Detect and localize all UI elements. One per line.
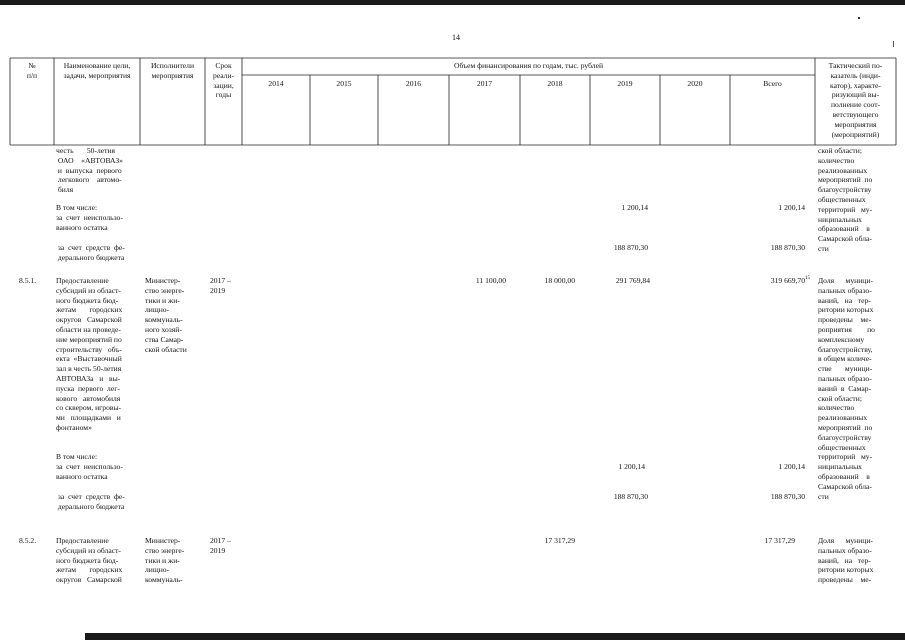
row-851-fed-label: за счет средств фе- дерального бюджета [57,492,125,511]
row-851-incl-label: В том числе: за счет неиспользо- ванного остатка [56,452,123,481]
row-851-incl-total: 1 200,14 [778,462,805,471]
row-851-2018: 18 000,00 [544,276,575,285]
header-year-2018: 2018 [547,79,563,88]
row-852-name: Предоставление субсидий из област- ного бюджета бюд- жетам городских округов Самарской [56,536,123,585]
header-name: Наименование цели, задачи, мероприятия [63,61,131,80]
cont-fed-label: за счет средств фе- дерального бюджета [57,243,125,262]
row-852-num: 8.5.2. [19,536,37,545]
row-852-executor: Министер- ство энерге- тики и жи- лищно- коммуналь- [145,536,185,585]
header-executors: Исполнители мероприятия [150,61,195,80]
cont-fed-2019: 188 870,30 [613,243,648,252]
bottom-scan-border [85,633,905,640]
header-year-2014: 2014 [268,79,284,88]
cont-indicator: ской области; количество реализованных мероприятий по благоустройству общественных территорий му- ниципальных образований в Самарской обла- сти [818,146,873,253]
row-852-2018: 17 317,29 [544,536,575,545]
row-851-2019: 291 769,84 [615,276,650,285]
row-851-name: Предоставление субсидий из област- ного бюджета бюд- жетам городских округов Самарской области на проведе- ние мероприятий по строительству объ- екта «Выставочный зал в честь 50-летия АВТОВАЗа и вы- пуска первого лег- кового автомобиля со сквером, игровы- ми площадками и фонтаном» [56,276,123,432]
row-851-term: 2017 – 2019 [210,276,231,295]
row-851-executor: Министер- ство энерге- тики и жи- лищно- коммуналь- ного хозяй- ства Самар- ской области [145,276,187,354]
header-year-2016: 2016 [405,79,422,88]
row-852-total: 17 317,29 [764,536,795,545]
row-851-2017: 11 100,00 [475,276,506,285]
row-851-total [730,276,810,286]
header-year-2020: 2020 [687,79,703,88]
row-851-fed-2019: 188 870,30 [613,492,648,501]
header-year-2019: 2019 [617,79,633,88]
header-year-2017: 2017 [476,79,493,88]
row-851-incl-2019: 1 200,14 [618,462,645,471]
header-indicator: Тактический по- казатель (инди- катор), характе- ризующий вы- полнение соот- ветствующего мероприятия (мероприятий) [828,61,883,139]
page-number: 14 [452,33,460,42]
row-851-indicator: Доля муници- пальных образо- ваний, на тер- ритории которых проведены ме- роприятия по комплексному благоустройству, в общем количе- стве муници- пальных образо- ваний в Самар- ской области; количество реализованных мероприятий по благоустройству общественных территорий му- ниципальных образований в Самарской обла- сти [818,276,875,501]
header-year-2015: 2015 [336,79,352,88]
row-851-total-value: 319 669,70 [770,276,805,285]
row-851-num: 8.5.1. [19,276,37,285]
row-851-total-footnote: 15 [805,276,810,281]
cont-incl-label: В том числе: за счет неиспользо- ванного остатка [56,203,123,232]
header-total: Всего [763,79,782,88]
cont-incl-2019: 1 200,14 [621,203,648,212]
cont-incl-total: 1 200,14 [778,203,805,212]
row-852-term: 2017 – 2019 [210,536,231,555]
header-num: № п/п [26,61,38,80]
row-851-fed-total: 188 870,30 [770,492,805,501]
row-852-indicator: Доля муници- пальных образо- ваний, на тер- ритории которых проведены ме- [818,536,874,585]
header-term: Срок реали- зации, годы [212,61,235,100]
cont-name: честь 50-летия ОАО «АВТОВАЗ» и выпуска первого легкового автомо- биля [56,146,123,195]
cont-fed-total: 188 870,30 [770,243,805,252]
header-funding-title: Объем финансирования по годам, тыс. рублей [453,61,604,70]
